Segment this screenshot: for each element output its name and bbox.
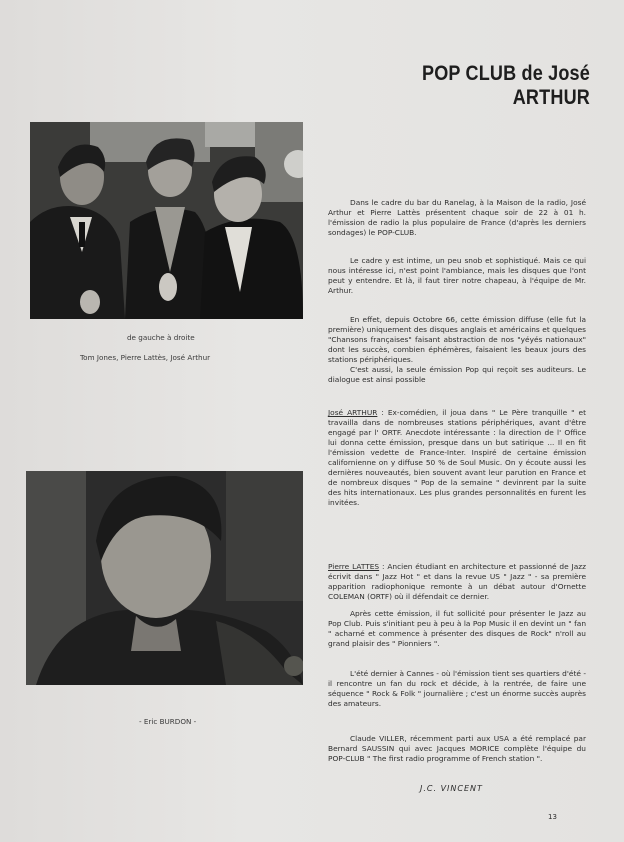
photo1-caption-line2: Tom Jones, Pierre Lattès, José Arthur: [80, 353, 211, 362]
paragraph-text: [328, 562, 586, 602]
page-title: POP CLUB de José ARTHUR: [421, 62, 590, 109]
article-paragraph-8: [328, 734, 586, 764]
paragraph-text: Claude VILLER, récemment parti aux USA a été remplacé par Bernard SAUSSIN qui avec Jacques MORICE complète l'équipe du POP-CLUB " The first radio programme of French station ".: [328, 734, 586, 763]
article-paragraph-1: [328, 198, 586, 238]
photo-eric-burdon: [26, 471, 303, 685]
photo2-caption: - Eric BURDON -: [139, 717, 197, 726]
paragraph-text: Le cadre y est intime, un peu snob et sophistiqué. Mais ce qui nous intéresse ici, n'est point l'ambiance, mais les disques que l'ont peut y entendre. Et là, il faut tirer notre chapeau, à l'équipe de Mr. Arthur.: [328, 256, 586, 295]
bio-name: José ARTHUR: [328, 408, 378, 417]
paragraph-text: Après cette émission, il fut sollicité pour présenter le Jazz au Pop Club. Puis s'initiant peu à peu à la Pop Music il en devint un " fan " acharné et commence à présenter des disques de Rock" n'roll au grand plaisir des " Pionniers ".: [328, 609, 586, 648]
article-pierre-lattes-bio: [328, 562, 586, 602]
paragraph-text: L'été dernier à Cannes - où l'émission tient ses quartiers d'été - il rencontre un fan du rock et décide, à la rentrée, de faire une séquence " Rock & Folk " journalière ; c'est un énorme succès auprès des amateurs.: [328, 669, 586, 708]
article-paragraph-6: [328, 609, 586, 649]
photo-three-men-illustration: [30, 122, 303, 319]
article-paragraph-7: [328, 669, 586, 709]
paragraph-text: En effet, depuis Octobre 66, cette émission diffuse (elle fut la première) uniquement des disques anglais et américains et quelques "Chansons françaises" faisant abstraction de nos "yéyés nationaux" dont les succès, combien éphémères, faisaient les beaux jours des stations périphériques.: [328, 315, 586, 364]
paragraph-text: [328, 408, 586, 508]
article-paragraph-3: [328, 315, 586, 385]
author-signature: J.C. VINCENT: [420, 784, 483, 793]
photo-three-men: [30, 122, 303, 319]
bio-text: : Ancien étudiant en architecture et passionné de Jazz écrivit dans " Jazz Hot " et dans la revue US " Jazz " - sa première apparition radiophonique remonte à un débat autour d'Ornette COLEMAN (ORTF) où il défendait ce dernier.: [328, 562, 586, 601]
bio-text: : Ex-comédien, il joua dans " Le Père tranquille " et travailla dans de nombreuses stations périphériques, avant d'être engagé par l' ORTF. Anecdote intéressante : la direction de l' Office lui donna cette émission, presque dans un but satirique ... Il en fit l'émission vedette de France-Inter. Inspiré de certaine émission californienne on y diffuse 50 % de Soul Music. On y écoute aussi les dernières nouveautés, bien souvent avant leur parution en France et de nombreux disques " Pop de la semaine " devinrent par la suite des hits internationaux. Les plus grandes personnalités en furent les invitées.: [328, 408, 587, 507]
photo1-caption-line1: de gauche à droite: [127, 333, 195, 342]
photo-eric-burdon-illustration: [26, 471, 303, 685]
paragraph-text: C'est aussi, la seule émission Pop qui reçoit ses auditeurs. Le dialogue est ainsi possible: [328, 365, 586, 384]
article-paragraph-2: [328, 256, 586, 296]
page-number: 13: [548, 813, 557, 821]
paragraph-text: Dans le cadre du bar du Ranelag, à la Maison de la radio, José Arthur et Pierre Lattès présentent chaque soir de 22 à 01 h. l'émission de radio la plus populaire de France (d'après les derniers sondages) le POP-CLUB.: [328, 198, 586, 237]
article-jose-arthur-bio: [328, 408, 586, 508]
bio-name: Pierre LATTES: [328, 562, 380, 571]
